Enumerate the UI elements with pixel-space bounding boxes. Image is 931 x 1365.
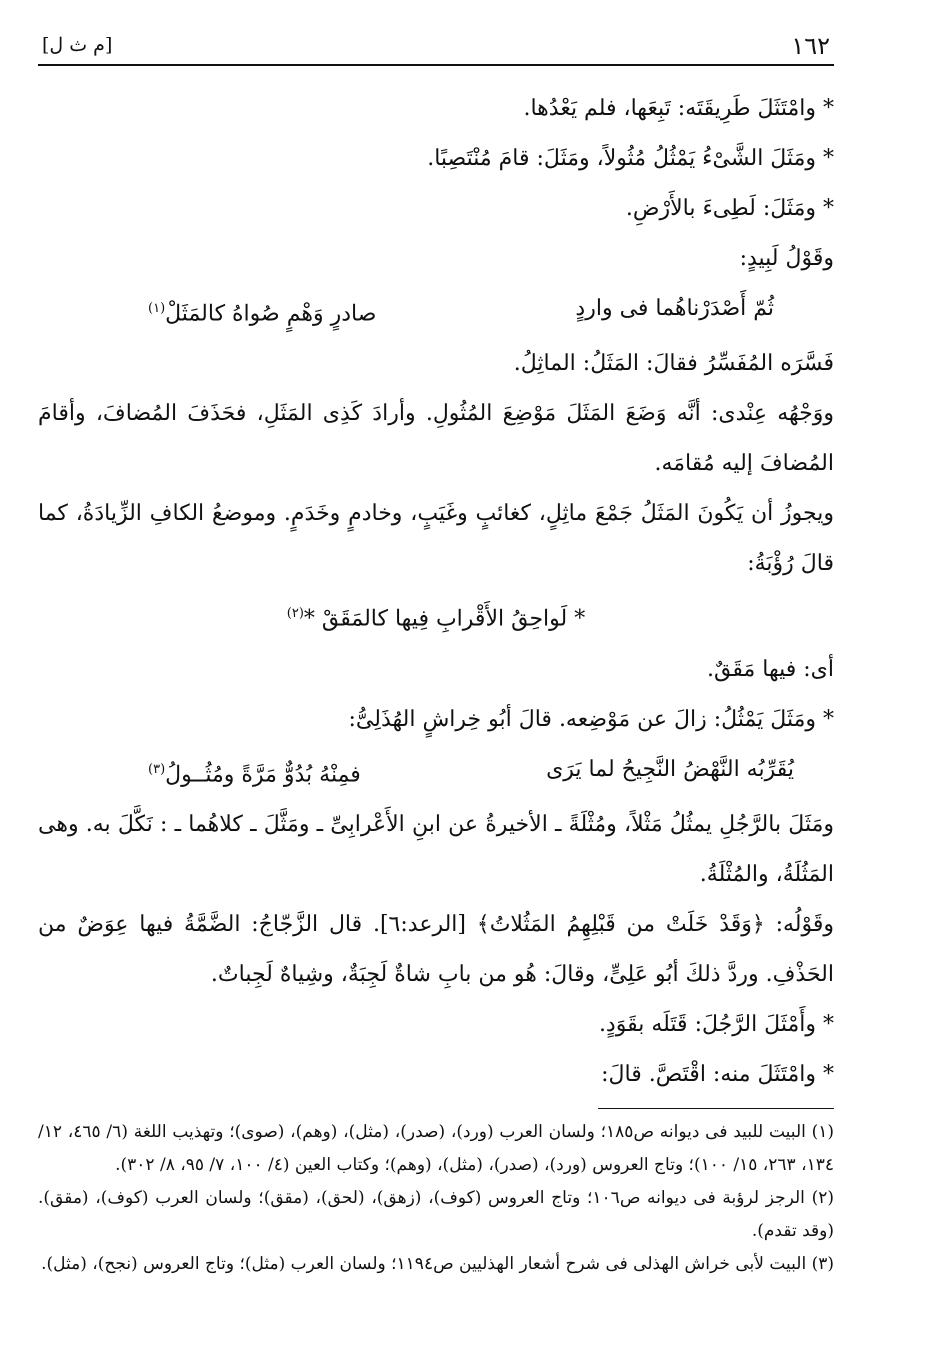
verse-hemistich-first: ثُمّ أَصْدَرْناهُما فى واردٍ xyxy=(575,296,774,321)
page xyxy=(38,26,834,1346)
root-tag: [م ث ل] xyxy=(42,34,113,56)
paragraph: ووَجْهُه عِنْدى: أنَّه وَضَعَ المَثَلَ مَوْضِعَ المُثُولِ. وأرادَ كَذِى المَثَلِ، فحَذَفَ المُضافَ، وأقامَ المُضافَ إليه مُقامَه. xyxy=(38,401,834,477)
verse-2: * لَواحِقُ الأَقْرابِ فِيها كالمَقَقْ *$^{(٢)}$ xyxy=(286,606,586,632)
paragraph: وقَوْلُ لَبِيدٍ: xyxy=(739,246,834,271)
verse-hemistich-second: فمِنْهُ بُدُوٌّ مَرَّةً ومُثُــولُ$^{(٣)}$ xyxy=(148,761,361,787)
paragraph: * ومَثَلَ الشَّىْءُ يَمْثُلُ مُثُولاً، ومَثَلَ: قامَ مُنْتَصِبًا. xyxy=(427,146,834,171)
paragraph: * وامْتَثَلَ منه: اقْتَصَّ. قالَ: xyxy=(601,1061,834,1087)
paragraph: وقَوْلُه: ﴿وَقَدْ خَلَتْ من قَبْلِهِمُ المَثُلاتُ﴾ [الرعد:٦]. قال الزَّجّاجُ: الضَّمَّةُ فيها عِوَضٌ من الحَذْفِ. وردَّ ذلكَ أبُو عَلِىٍّ، وقالَ: هُو من بابِ شاةٌ لَجِبَةٌ، وشِياهٌ لَجِباتٌ. xyxy=(38,911,834,987)
footnote-marker: (١) xyxy=(148,301,166,316)
paragraph: ويجوزُ أن يَكُونَ المَثَلُ جَمْعَ ماثِلٍ، كغائبٍ وغَيَبٍ، وخادمٍ وخَدَمٍ. وموضعُ الكافِ الزِّيادَةُ، كما قالَ رُؤْبَةُ: xyxy=(38,501,834,577)
footnotes xyxy=(38,1116,834,1281)
verse-1 xyxy=(38,284,834,339)
page-number: ١٦٢ xyxy=(791,32,830,60)
footnote: (١) البيت للبيد فى ديوانه ص١٨٥؛ ولسان العرب (ورد)، (صدر)، (مثل)، (وهم)، (صوى)؛ وتهذيب اللغة (٦/ ٤٦٥، ١٢/ ١٣٤، ٢٦٣، ١٥/ ١٠٠)؛ وتاج العروس (ورد)، (صدر)، (مثل)، (وهم)؛ وكتاب العين (٤/ ١٠٠، ٧/ ٩٥، ٨/ ٣٠٢). xyxy=(38,1122,835,1175)
paragraph: فَسَّرَه المُفَسِّرُ فقالَ: المَثَلُ: الماثِلُ. xyxy=(513,351,834,377)
body-text xyxy=(38,84,834,1100)
paragraph: * وأَمْثَلَ الرَّجُلَ: قَتَلَه بقَوَدٍ. xyxy=(598,1011,834,1037)
footnote-divider xyxy=(598,1108,834,1109)
footnote-marker: (٢) xyxy=(286,606,304,622)
footnote: (٣) البيت لأبى خراش الهذلى فى شرح أشعار الهذليين ص١١٩٤؛ ولسان العرب (مثل)؛ وتاج العروس (نجح)، (مثل). xyxy=(41,1254,834,1274)
paragraph: * ومَثَلَ: لَطِىءَ بالأَرْضِ. xyxy=(625,196,834,221)
footnote: (٢) الرجز لرؤبة فى ديوانه ص١٠٦؛ وتاج العروس (كوف)، (زهق)، (لحق)، (مقق)؛ ولسان العرب (كوف)، (مقق). (وقد تقدم). xyxy=(38,1188,834,1241)
paragraph: * ومَثَلَ يَمْثُلُ: زالَ عن مَوْضِعه. قالَ أبُو خِراشٍ الهُذَلِىُّ: xyxy=(348,706,834,732)
verse-hemistich-first: يُقَرِّبُه النَّهْضُ النَّجِيحُ لما يَرَى xyxy=(546,756,794,782)
paragraph: أى: فيها مَقَقٌ. xyxy=(707,656,834,682)
paragraph: ومَثَلَ بالرَّجُلِ يمثُلُ مَثْلاً، ومُثْلَةً ـ الأخيرةُ عن ابنِ الأَعْرابِىِّ ـ ومَثَّلَ ـ كلاهُما ـ : نَكَّلَ به. وهى المَثُلَةُ، والمُثْلَةُ. xyxy=(38,811,834,887)
verse-3 xyxy=(38,745,834,800)
page-header xyxy=(38,26,834,66)
verse-hemistich-second: صادرٍ وَهْمٍ صُواهُ كالمَثَلْ$^{(١)}$ xyxy=(148,301,377,327)
paragraph: * وامْتَثَلَ طَرِيقَتَه: تَبِعَها، فلم يَعْدُها. xyxy=(523,96,834,121)
footnote-marker: (٣) xyxy=(148,761,166,777)
